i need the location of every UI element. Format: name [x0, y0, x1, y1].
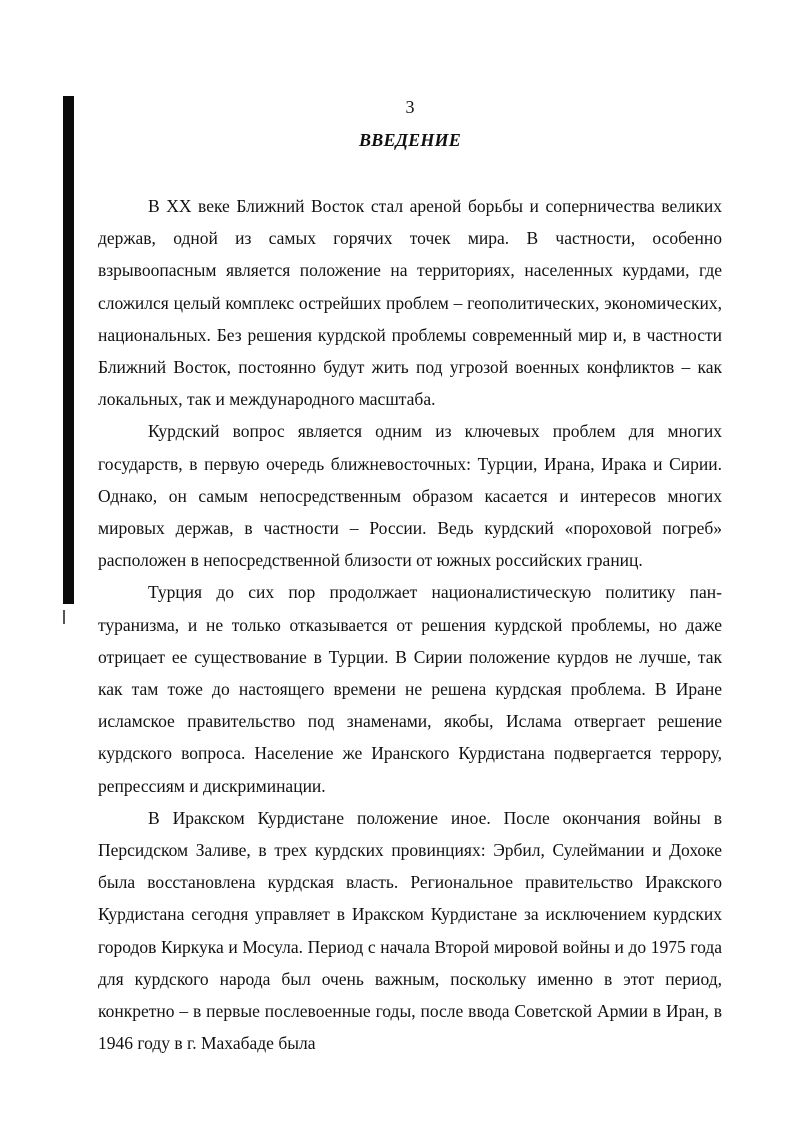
- paragraph-3: Турция до сих пор продолжает националистическую политику пантуранизма, и не только отказывается от решения курдской проблемы, но даже отрицает ее существование в Турции. В Сирии положение курдов не лучше, так как там тоже до настоящего времени не решена курдская проблема. В Иране исламское правительство под знаменами, якобы, Ислама отвергает решение курдского вопроса. Население же Иранского Курдистана подвергается террору, репрессиям и дискриминации.: [98, 582, 722, 796]
- paragraph-4: В Иракском Курдистане положение иное. После окончания войны в Персидском Заливе, в трех курдских провинциях: Эрбил, Сулеймании и Дохоке была восстановлена курдская власть. Региональное правительство Иракского Курдистана сегодня управляет в Иракском Курдистане за исключением курдских городов Киркука и Мосула. Период с начала Второй мировой войны и до 1975 года для курдского народа был очень важным, поскольку именно в этот период, конкретно – в первые послевоенные годы, после ввода Советской Армии в Иран, в 1946 году в г. Махабаде была: [98, 807, 722, 1054]
- scan-binding-mark: [63, 96, 74, 604]
- paragraph-1: В XX веке Ближний Восток стал ареной борьбы и соперничества великих держав, одной из самых горячих точек мира. В частности, особенно взрывоопасным является положение на территориях, населенных курдами, где сложился целый комплекс острейших проблем – геополитических, экономических, национальных. Без решения курдской проблемы современный мир и, в частности Ближний Восток, постоянно будут жить под угрозой военных конфликтов – как локальных, так и международного масштаба.: [98, 196, 722, 410]
- page-heading: ВВЕДЕНИЕ: [359, 130, 461, 150]
- paragraph-2: Курдский вопрос является одним из ключевых проблем для многих государств, в первую очередь ближневосточных: Турции, Ирана, Ирака и Сирии. Однако, он самым непосредственным образом касается и интересов многих мировых держав, в частности – России. Ведь курдский «пороховой погреб» расположен в непосредственной близости от южных российских границ.: [98, 421, 722, 571]
- scan-binding-tick: [63, 610, 65, 624]
- document-page: [98, 95, 722, 1059]
- page-number: 3: [405, 97, 415, 117]
- body-text: [98, 190, 722, 1059]
